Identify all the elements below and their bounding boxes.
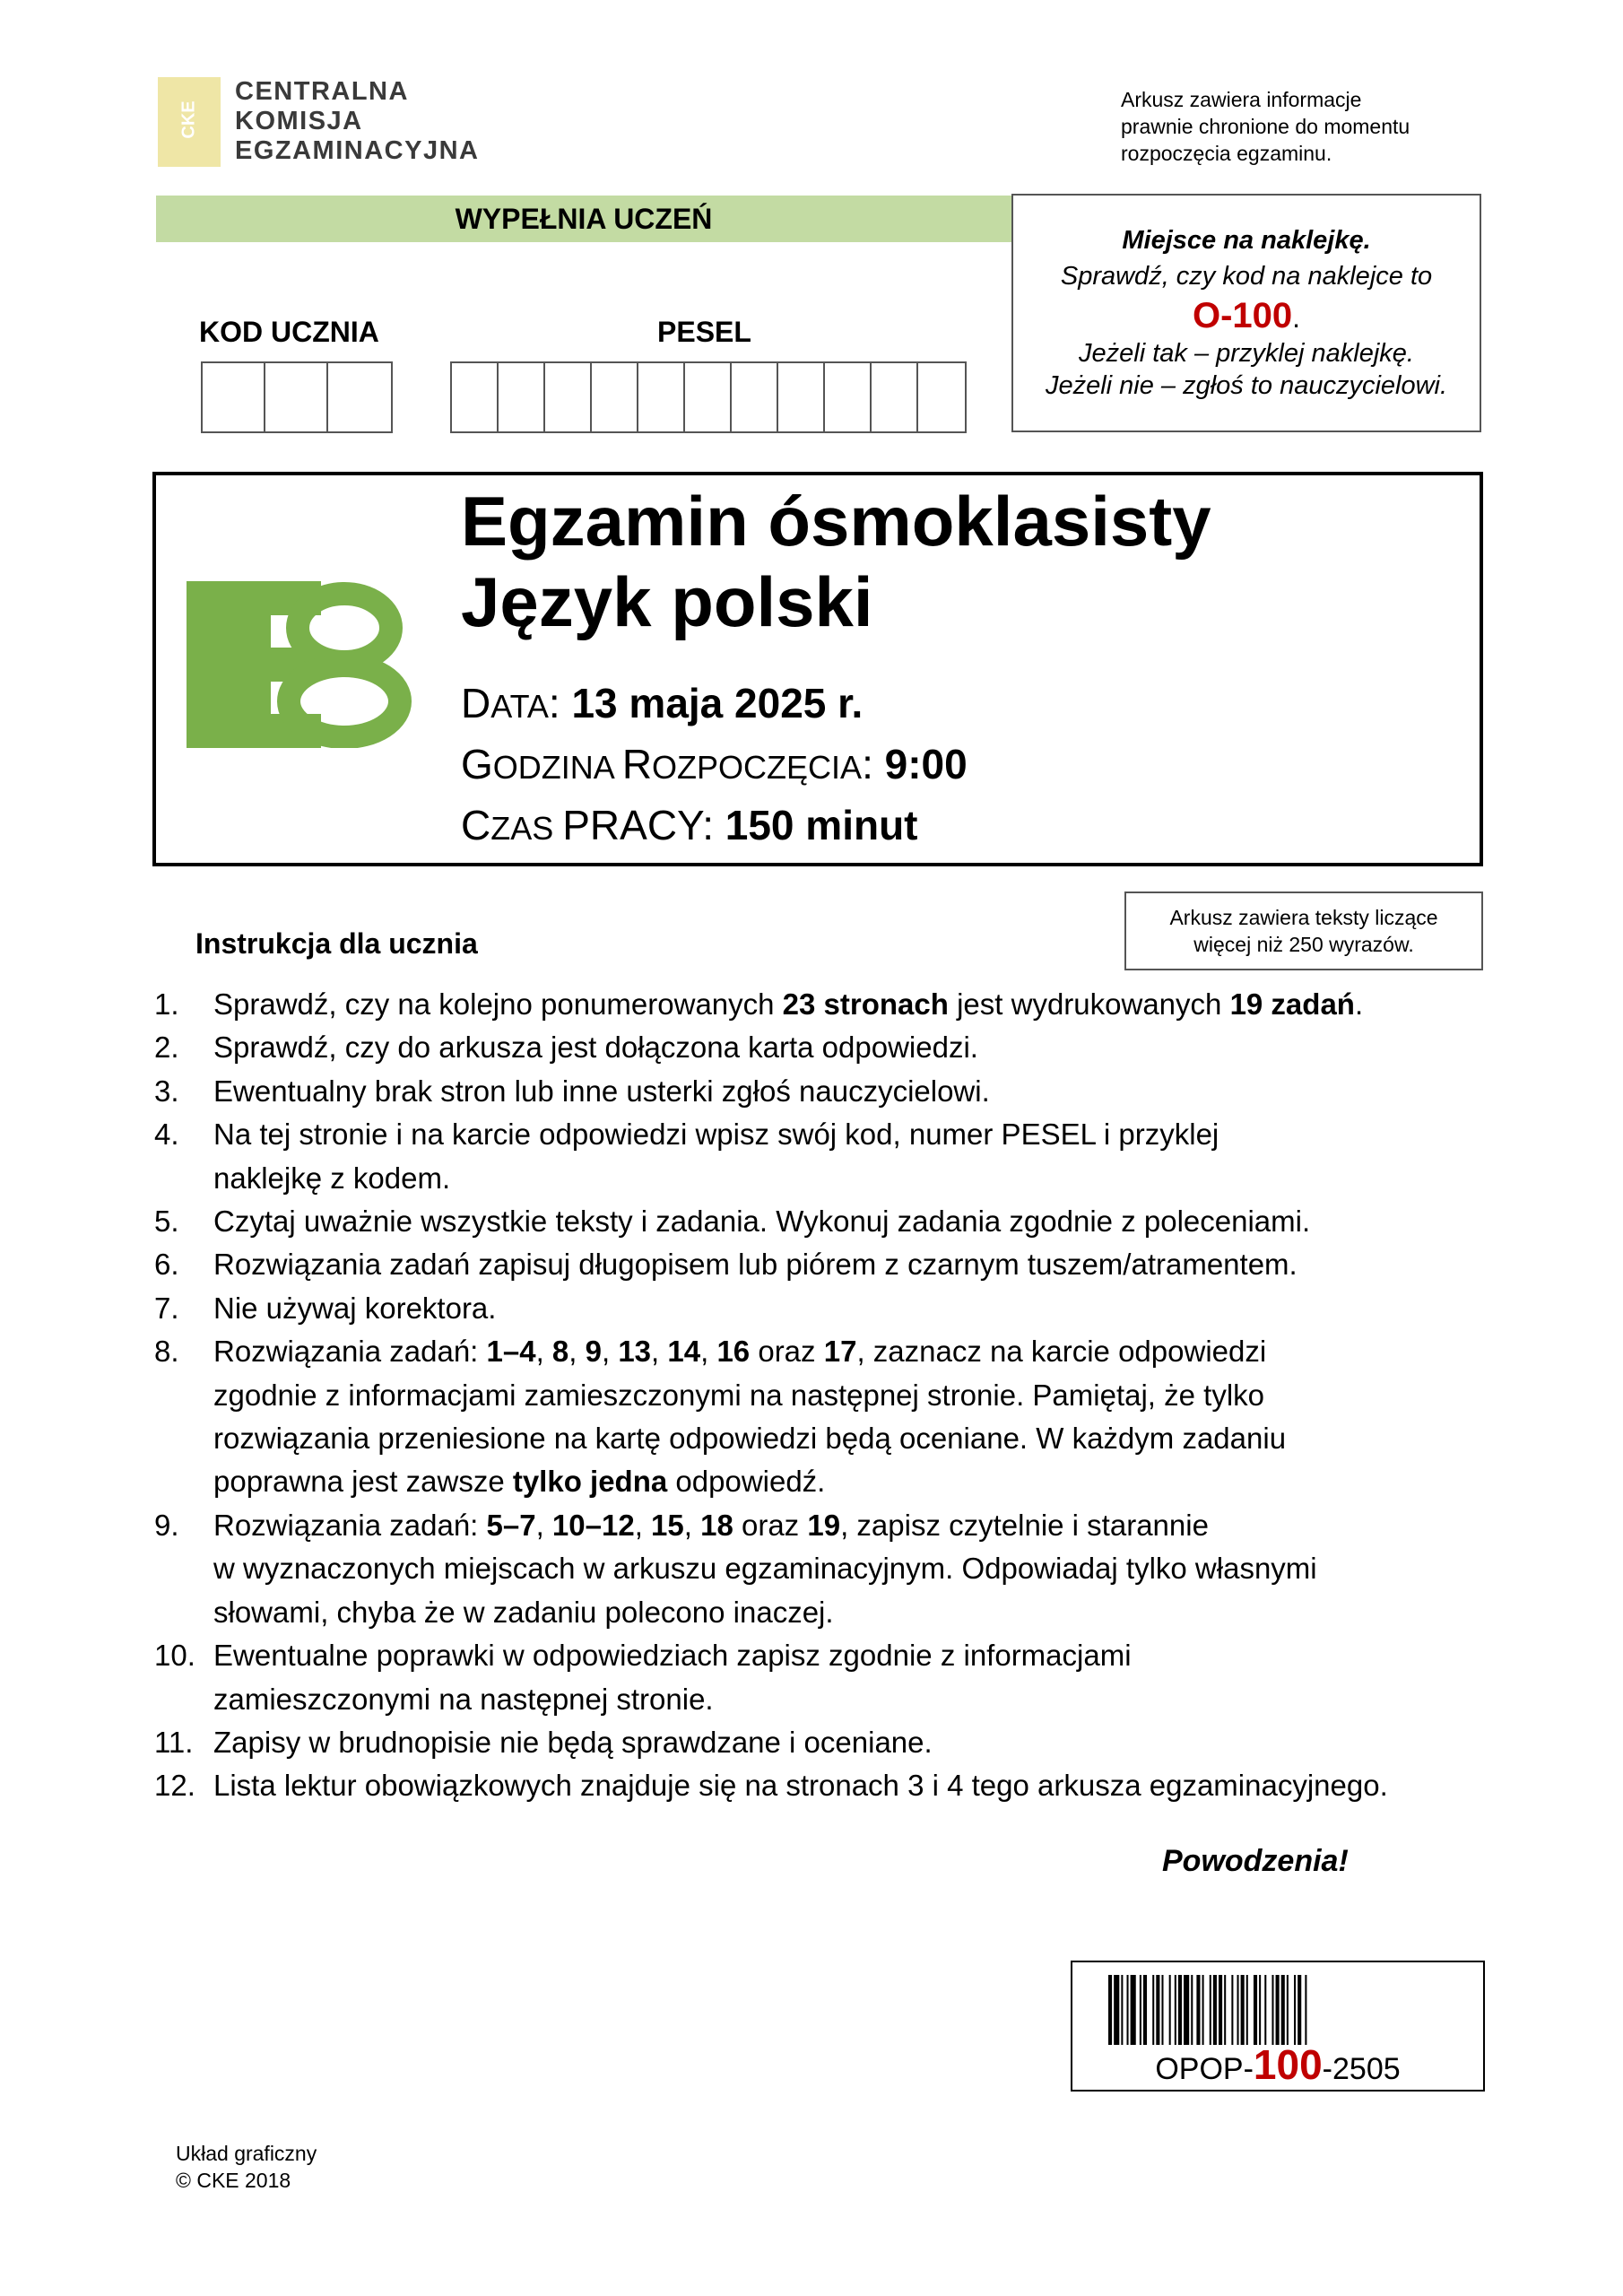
instruction-item — [154, 1721, 1499, 1764]
exam-subject: Język polski — [461, 562, 873, 641]
instruction-item — [154, 1287, 1499, 1330]
instruction-item — [154, 1243, 1499, 1286]
instruction-text: Sprawdź, czy na kolejno ponumerowanych 23 stronach jest wydrukowanych 19 zadań. — [213, 987, 1364, 1021]
instruction-number: 3. — [154, 1074, 179, 1108]
instruction-text: Sprawdź, czy do arkusza jest dołączona karta odpowiedzi. — [213, 1031, 978, 1065]
student-fill-bar: WYPEŁNIA UCZEŃ — [156, 196, 1011, 242]
pesel-cell[interactable] — [638, 363, 685, 431]
pesel-cell[interactable] — [452, 363, 499, 431]
instructions-list — [154, 983, 1499, 1808]
instruction-item — [154, 1504, 1499, 1634]
instruction-item — [154, 1200, 1499, 1243]
good-luck-text: Powodzenia! — [1162, 1844, 1349, 1878]
instruction-text: Na tej stronie i na karcie odpowiedzi wpisz swój kod, numer PESEL i przyklej naklejkę z kodem. — [213, 1118, 1219, 1195]
instruction-number: 4. — [154, 1118, 179, 1152]
instructions-title: Instrukcja dla ucznia — [195, 927, 478, 960]
barcode-image — [1108, 1975, 1449, 2045]
student-code-cell[interactable] — [265, 363, 328, 431]
pesel-cell[interactable] — [499, 363, 545, 431]
instruction-text: Lista lektur obowiązkowych znajduje się na stronach 3 i 4 tego arkusza egzaminacyjnego. — [213, 1769, 1388, 1803]
exam-duration: CZAS PRACY: 150 minut — [461, 802, 918, 848]
instruction-item — [154, 1070, 1499, 1113]
instruction-number: 5. — [154, 1205, 179, 1239]
student-code-cell[interactable] — [328, 363, 391, 431]
instruction-number: 9. — [154, 1508, 179, 1542]
instruction-number: 10. — [154, 1639, 195, 1673]
instruction-number: 8. — [154, 1335, 179, 1369]
e8-logo — [187, 581, 414, 748]
pesel-cell[interactable] — [732, 363, 778, 431]
instruction-text: Nie używaj korektora. — [213, 1291, 497, 1325]
cke-logo-text: CENTRALNA KOMISJA EGZAMINACYJNA — [235, 77, 480, 165]
instruction-item — [154, 1764, 1499, 1807]
pesel-cell[interactable] — [918, 363, 965, 431]
instruction-text: Ewentualne poprawki w odpowiedziach zapisz zgodnie z informacjami zamieszczonymi na następnej stronie. — [213, 1639, 1132, 1716]
exam-date: DATA: 13 maja 2025 r. — [461, 680, 864, 726]
pesel-field[interactable] — [450, 361, 967, 433]
word-count-note: Arkusz zawiera teksty liczące więcej niż 250 wyrazów. — [1124, 891, 1483, 970]
cke-logo-icon: CKE — [158, 77, 221, 167]
instruction-number: 12. — [154, 1769, 195, 1803]
instruction-number: 6. — [154, 1248, 179, 1282]
pesel-cell[interactable] — [592, 363, 638, 431]
protected-info-note: Arkusz zawiera informacje prawnie chronione do momentu rozpoczęcia egzaminu. — [1121, 88, 1410, 165]
exam-start-time: GODZINA ROZPOCZĘCIA: 9:00 — [461, 741, 968, 787]
student-code-cell[interactable] — [203, 363, 265, 431]
instruction-item — [154, 1330, 1499, 1504]
instruction-number: 7. — [154, 1291, 179, 1325]
instruction-text: Ewentualny brak stron lub inne usterki zgłoś nauczycielowi. — [213, 1074, 990, 1108]
instruction-text: Czytaj uważnie wszystkie teksty i zadania. Wykonuj zadania zgodnie z poleceniami. — [213, 1205, 1311, 1239]
instruction-item — [154, 983, 1499, 1026]
exam-title: Egzamin ósmoklasisty — [461, 482, 1211, 561]
instruction-item — [154, 1113, 1499, 1200]
pesel-cell[interactable] — [545, 363, 592, 431]
barcode-box — [1071, 1961, 1485, 2092]
instruction-text: Rozwiązania zadań: 5–7, 10–12, 15, 18 oraz 19, zapisz czytelnie i starannie w wyznaczonych miejscach w arkuszu egzaminacyjnym. Odpowiadaj tylko własnymi słowami, chyba że w zadaniu polecono inaczej. — [213, 1508, 1317, 1629]
instruction-text: Rozwiązania zadań: 1–4, 8, 9, 13, 14, 16 oraz 17, zaznacz na karcie odpowiedzi zgodnie z informacjami zamieszczonymi na następnej stronie. Pamiętaj, że tylko rozwiązania przeniesione na kartę odpowiedzi będą oceniane. W każdym zadaniu poprawna jest zawsze tylko jedna odpowiedź. — [213, 1335, 1287, 1499]
student-code-field[interactable] — [201, 361, 393, 433]
sticker-code: O-100 — [1192, 296, 1293, 335]
instruction-item — [154, 1026, 1499, 1069]
pesel-cell[interactable] — [685, 363, 732, 431]
pesel-cell[interactable] — [825, 363, 872, 431]
instruction-number: 1. — [154, 987, 179, 1021]
cke-logo — [158, 77, 482, 167]
instruction-number: 11. — [154, 1725, 194, 1759]
footer-credit: Układ graficzny © CKE 2018 — [176, 2142, 317, 2192]
instruction-text: Zapisy w brudnopisie nie będą sprawdzane i oceniane. — [213, 1725, 933, 1759]
student-code-label: KOD UCZNIA — [199, 316, 379, 348]
instruction-item — [154, 1634, 1499, 1721]
sticker-area[interactable]: Miejsce na naklejkę. Sprawdź, czy kod na naklejce to O-100. Jeżeli tak – przyklej naklejkę. Jeżeli nie – zgłoś to nauczycielowi. — [1011, 194, 1481, 432]
pesel-label: PESEL — [657, 316, 751, 348]
instruction-number: 2. — [154, 1031, 179, 1065]
pesel-cell[interactable] — [872, 363, 918, 431]
barcode-label: OPOP-100-2505 — [1155, 2041, 1401, 2088]
pesel-cell[interactable] — [778, 363, 825, 431]
instruction-text: Rozwiązania zadań zapisuj długopisem lub piórem z czarnym tuszem/atramentem. — [213, 1248, 1298, 1282]
